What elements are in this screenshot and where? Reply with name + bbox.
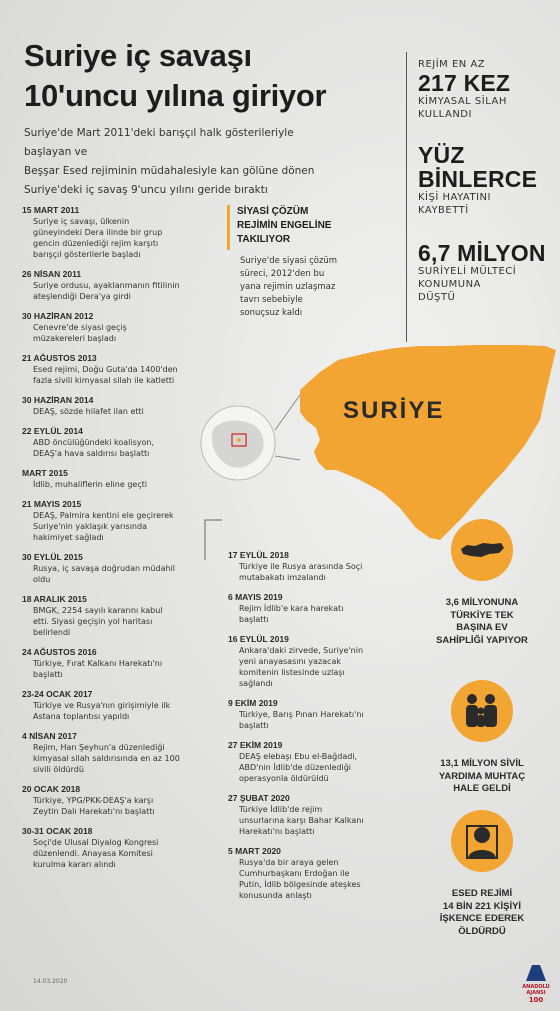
event-text-line: Suriye ordusu, ayaklanmanın fitilinin — [33, 281, 180, 290]
timeline-event — [22, 426, 217, 459]
stat-civilians-aid — [407, 680, 557, 796]
event-text-line: gencin düzenlediği rejim karşıtı — [33, 239, 159, 248]
timeline-event — [22, 395, 217, 417]
stats-panel — [418, 58, 558, 304]
callout-body-line: süreci, 2012'den bu — [240, 269, 325, 279]
intro-line: Suriye'deki iç savaş 9'uncu yılını geride bıraktı — [24, 184, 268, 196]
prison-icon — [451, 810, 513, 872]
event-text-line: düzenlendi. Anayasa Komitesi — [33, 849, 153, 858]
timeline-event — [228, 550, 398, 583]
event-date: 30 HAZİRAN 2014 — [22, 395, 94, 405]
callout-body — [227, 255, 362, 320]
page-title — [24, 36, 326, 116]
timeline-right — [228, 550, 398, 910]
stat-3-value: 6,7 MİLYON — [418, 240, 546, 266]
event-date: 26 NİSAN 2011 — [22, 269, 82, 279]
event-date: 30 EYLÜL 2015 — [22, 552, 83, 562]
event-text-line: unsurlarına karşı Bahar Kalkanı — [239, 816, 364, 825]
event-text-line: DEAŞ elebaşı Ebu el-Bağdadi, — [239, 752, 358, 761]
stat-2-value: BİNLERCE — [418, 166, 538, 192]
icon-text-line: ÖLDÜRDÜ — [458, 925, 506, 937]
event-text-line: Rusya, iç savaşa doğrudan müdahil — [33, 564, 176, 573]
event-text-line: Rusya'da bir araya gelen — [239, 858, 339, 867]
timeline-event — [22, 647, 217, 680]
icon-text — [407, 597, 557, 647]
stat-2-post: KAYBETTİ — [418, 205, 469, 216]
event-text-line: hakimiyet sağladı — [33, 533, 104, 542]
political-solution-callout — [227, 205, 362, 320]
timeline-event — [22, 311, 217, 344]
timeline-event — [22, 269, 217, 302]
event-text-line: İdlib, muhaliflerin eline geçti — [33, 480, 148, 489]
syria-shape — [300, 345, 556, 540]
timeline-event — [228, 740, 398, 784]
timeline-event — [22, 552, 217, 585]
timeline-event — [22, 784, 217, 817]
event-text-line: BMGK, 2254 sayılı kararını kabul — [33, 606, 163, 615]
map-label-syria: SURİYE — [343, 397, 445, 424]
event-text-line: sivili öldürdü — [33, 765, 84, 774]
event-date: 27 ŞUBAT 2020 — [228, 793, 290, 803]
stat-3-post: KONUMUNA — [418, 279, 481, 290]
event-date: 30 HAZİRAN 2012 — [22, 311, 94, 321]
event-text-line: barışçıl gösterilerle başladı — [33, 250, 141, 259]
event-text-line: ABD öncülüğündeki koalisyon, — [33, 438, 155, 447]
event-text-line: Rejim İdlib'e kara harekatı — [239, 604, 344, 613]
event-date: 17 EYLÜL 2018 — [228, 550, 289, 560]
event-text-line: komitenin listesinde uzlaşı — [239, 668, 345, 677]
icon-text-line: HALE GELDİ — [453, 783, 511, 794]
event-date: 23-24 OCAK 2017 — [22, 689, 93, 699]
event-text-line: ABD'nin İdlib'de düzenlediği — [239, 763, 352, 772]
event-date: 15 MART 2011 — [22, 205, 80, 215]
icon-text-line: 13,1 MİLYON SİVİL — [440, 758, 524, 769]
event-text-line: kurulma kararı alındı — [33, 860, 116, 869]
timeline-left — [22, 205, 217, 879]
event-text-line: başlattı — [33, 670, 63, 679]
stat-1-post: KİMYASAL SİLAH — [418, 96, 507, 107]
event-text-line: sağlandı — [239, 679, 273, 688]
event-text-line: DEAŞ, Palmira kentini ele geçirerek — [33, 511, 174, 520]
icon-text-line: 14 BİN 221 KİŞİYİ — [442, 900, 522, 912]
event-text-line: kimyasal silah saldırısında en az 100 — [33, 754, 180, 763]
stats-divider — [406, 52, 407, 342]
event-text-line: müzakereleri başladı — [33, 334, 117, 343]
icon-text-line: İŞKENCE EDEREK — [439, 913, 525, 924]
stat-3-post: SURİYELİ MÜLTECİ — [418, 266, 517, 277]
event-text-line: Rejim, Han Şeyhun'a düzenlediği — [33, 743, 165, 752]
event-text-line: konusunda anlaştı — [239, 891, 312, 900]
event-text-line: güneyindeki Dera ilinde bir grup — [33, 228, 163, 237]
timeline-event — [22, 468, 217, 490]
event-text-line: Türkiye, Barış Pınarı Harekatı'nı — [239, 710, 364, 719]
callout-body-line: yana rejimin uzlaşmaz — [240, 282, 336, 292]
icon-text-line: ESED REJİMİ — [451, 888, 513, 899]
event-text-line: Türkiye ile Rusya arasında Soçi — [239, 562, 363, 571]
logo-sub: 100 — [528, 996, 544, 1004]
stat-1-post: KULLANDI — [418, 109, 472, 120]
stat-turkey-housing — [407, 519, 557, 647]
event-date: 21 AĞUSTOS 2013 — [22, 353, 97, 363]
icon-text-line: TÜRKİYE TEK — [450, 609, 514, 621]
stat-1-pre: REJİM EN AZ — [418, 59, 486, 70]
aa-logo — [512, 964, 560, 1004]
icon-text — [407, 758, 557, 796]
timeline-event — [22, 205, 217, 260]
event-text-line: Suriye iç savaşı, ülkenin — [33, 217, 130, 226]
event-date: 21 MAYIS 2015 — [22, 499, 82, 509]
event-text-line: Putin, İdlib bölgesinde ateşkes — [239, 880, 361, 889]
event-date: 18 ARALIK 2015 — [22, 594, 87, 604]
event-text-line: fazla sivili kimyasal silah ile katletti — [33, 376, 175, 385]
timeline-event — [22, 689, 217, 722]
event-text-line: Cumhurbaşkanı Erdoğan ile — [239, 869, 350, 878]
event-date: 4 NİSAN 2017 — [22, 731, 77, 741]
event-text-line: Harekatı'nı başlattı — [239, 827, 315, 836]
event-text-line: Türkiye ve Rusya'nın girişimiyle ilk — [33, 701, 171, 710]
event-text-line: Soçi'de Ulusal Diyalog Kongresi — [33, 838, 159, 847]
callout-accent-bar — [227, 205, 230, 250]
event-text-line: Zeytin Dalı Harekatı'nı başlattı — [33, 807, 155, 816]
icon-text-line: SAHİPLİĞİ YAPIYOR — [436, 634, 528, 646]
title-line-1: Suriye iç savaşı — [24, 38, 252, 73]
event-text-line: mutabakatı imzalandı — [239, 573, 326, 582]
icon-text — [407, 888, 557, 938]
timeline-event — [228, 846, 398, 901]
event-text-line: ateşlendiği Dera'ya girdi — [33, 292, 131, 301]
event-text-line: Türkiye İdlib'de rejim — [239, 805, 323, 814]
event-text-line: DEAŞ, sözde hilafet ilan etti — [33, 407, 144, 416]
event-text-line: Astana toplantısı yapıldı — [33, 712, 130, 721]
event-date: 5 MART 2020 — [228, 846, 281, 856]
event-text-line: belirlendi — [33, 628, 71, 637]
event-date: 9 EKİM 2019 — [228, 698, 278, 708]
family-icon — [451, 680, 513, 742]
timeline-event — [22, 353, 217, 386]
icon-text-line: YARDIMA MUHTAÇ — [438, 770, 526, 782]
icon-text-line: 3,6 MİLYONUNA — [445, 597, 519, 608]
timeline-event — [228, 592, 398, 625]
timeline-event — [228, 698, 398, 731]
timeline-event — [22, 499, 217, 543]
event-text-line: oldu — [33, 575, 51, 584]
event-text-line: DEAŞ'a hava saldırısı başlattı — [33, 449, 150, 458]
event-text-line: Cenevre'de siyasi geçiş — [33, 323, 127, 332]
stat-1-value: 217 KEZ — [418, 70, 511, 96]
event-date: 6 MAYIS 2019 — [228, 592, 283, 602]
timeline-event — [228, 634, 398, 689]
event-date: MART 2015 — [22, 468, 68, 478]
callout-body-line: Suriye'de siyasi çözüm — [240, 256, 338, 266]
callout-heading: TAKILIYOR — [237, 234, 291, 245]
stat-3-post: DÜŞTÜ — [418, 292, 456, 303]
timeline-event — [22, 826, 217, 870]
timeline-event — [22, 594, 217, 638]
event-date: 27 EKİM 2019 — [228, 740, 283, 750]
event-text-line: Ankara'daki zirvede, Suriye'nin — [239, 646, 364, 655]
callout-body-line: tavrı sebebiyle — [240, 295, 303, 305]
event-date: 16 EYLÜL 2019 — [228, 634, 289, 644]
callout-body-line: sonuçsuz kaldı — [240, 308, 303, 318]
turkey-map-icon — [451, 519, 513, 581]
event-text-line: Türkiye, YPG/PKK-DEAŞ'a karşı — [33, 796, 154, 805]
event-text-line: etti. Siyasi geçişin yol haritası — [33, 617, 153, 626]
stat-2-value: YÜZ — [418, 142, 465, 168]
stat-torture-deaths — [407, 810, 557, 938]
intro-paragraph — [24, 124, 324, 200]
callout-heading: SİYASİ ÇÖZÜM — [237, 206, 309, 217]
event-text-line: Suriye'nin yaklaşık yarısında — [33, 522, 147, 531]
timeline-event — [228, 793, 398, 837]
event-date: 24 AĞUSTOS 2016 — [22, 647, 97, 657]
callout-heading: REJİMİN ENGELİNE — [237, 220, 332, 231]
logo-text: ANADOLU AJANSI — [522, 984, 550, 996]
intro-line: Suriye'de Mart 2011'deki barışçıl halk gösterileriyle başlayan ve — [24, 127, 294, 158]
event-text-line: başlattı — [239, 615, 269, 624]
event-text-line: operasyonla öldürüldü — [239, 774, 329, 783]
icon-text-line: BAŞINA EV — [456, 622, 508, 633]
event-text-line: yeni anayasasını yazacak — [239, 657, 341, 666]
event-date: 20 OCAK 2018 — [22, 784, 81, 794]
aa-logo-icon — [525, 964, 547, 982]
event-date: 22 EYLÜL 2014 — [22, 426, 83, 436]
event-text-line: başlattı — [239, 721, 269, 730]
stat-2-post: KİŞİ HAYATINI — [418, 192, 491, 203]
title-line-2: 10'uncu yılına giriyor — [24, 78, 327, 113]
footer-date: 14.03.2020 — [33, 978, 68, 985]
timeline-event — [22, 731, 217, 775]
intro-line: Beşşar Esed rejiminin müdahalesiyle kan gölüne dönen — [24, 165, 315, 177]
event-text-line: Esed rejimi, Doğu Guta'da 1400'den — [33, 365, 178, 374]
event-text-line: Türkiye, Fırat Kalkanı Harekatı'nı — [33, 659, 163, 668]
event-date: 30-31 OCAK 2018 — [22, 826, 93, 836]
